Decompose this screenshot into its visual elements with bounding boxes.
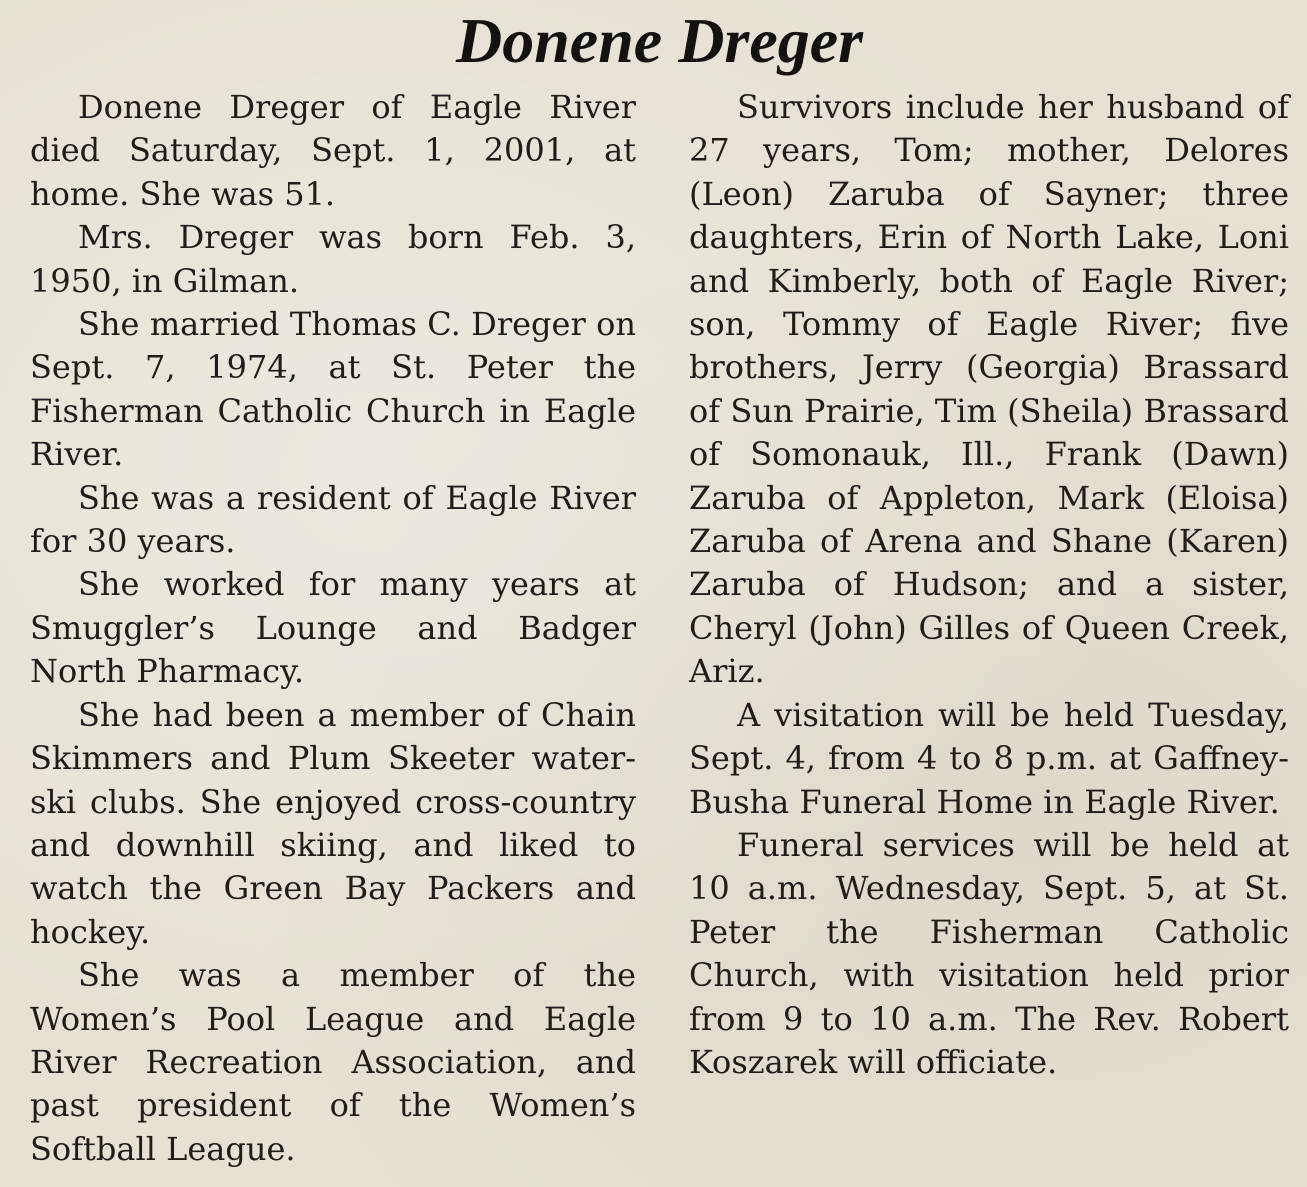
paragraph-birth: Mrs. Dreger was born Feb. 3, 1950, in Gilman. <box>30 218 636 300</box>
paragraph-visitation: A visitation will be held Tuesday, Sept. 4, from 4 to 8 p.m. at Gaffney-Busha Funeral Home in Eagle River. <box>689 695 1289 821</box>
left-column <box>30 86 636 1171</box>
paragraph-work: She worked for many years at Smuggler’s Lounge and Badger North Pharmacy. <box>30 565 636 691</box>
paragraph-survivors: Survivors include her husband of 27 years, Tom; mother, Delores (Leon) Zaruba of Sayner; three daughters, Erin of North Lake, Loni and Kimberly, both of Eagle River; son, Tommy of Eagle River; five brothers, Jerry (Georgia) Brassard of Sun Prairie, Tim (Sheila) Brassard of Somonauk, Ill., Frank (Dawn) Zaruba of Appleton, Mark (Eloisa) Zaruba of Arena and Shane (Karen) Zaruba of Hudson; and a sister, Cheryl (John) Gilles of Queen Creek, Ariz. <box>689 88 1289 691</box>
paragraph-marriage: She married Thomas C. Dreger on Sept. 7, 1974, at St. Peter the Fisherman Catholic Church in Eagle River. <box>30 305 636 474</box>
paragraph-funeral: Funeral services will be held at 10 a.m. Wednesday, Sept. 5, at St. Peter the Fisherman Catholic Church, with visitation held prior from 9 to 10 a.m. The Rev. Robert Koszarek will officiate. <box>689 825 1289 1081</box>
obituary-body <box>30 86 1289 1171</box>
paragraph-memberships: She was a member of the Women’s Pool League and Eagle River Recreation Association, and past president of the Women’s Softball League. <box>30 956 636 1168</box>
right-column <box>689 86 1289 1171</box>
paragraph-death-notice: Donene Dreger of Eagle River died Saturday, Sept. 1, 2001, at home. She was 51. <box>30 88 636 213</box>
obituary-headline: Donene Dreger <box>455 5 864 76</box>
paragraph-residence: She was a resident of Eagle River for 30 years. <box>30 478 636 561</box>
paragraph-hobbies: She had been a member of Chain Skimmers and Plum Skeeter water-ski clubs. She enjoyed cross-country and downhill skiing, and liked to watch the Green Bay Packers and hockey. <box>30 695 636 951</box>
